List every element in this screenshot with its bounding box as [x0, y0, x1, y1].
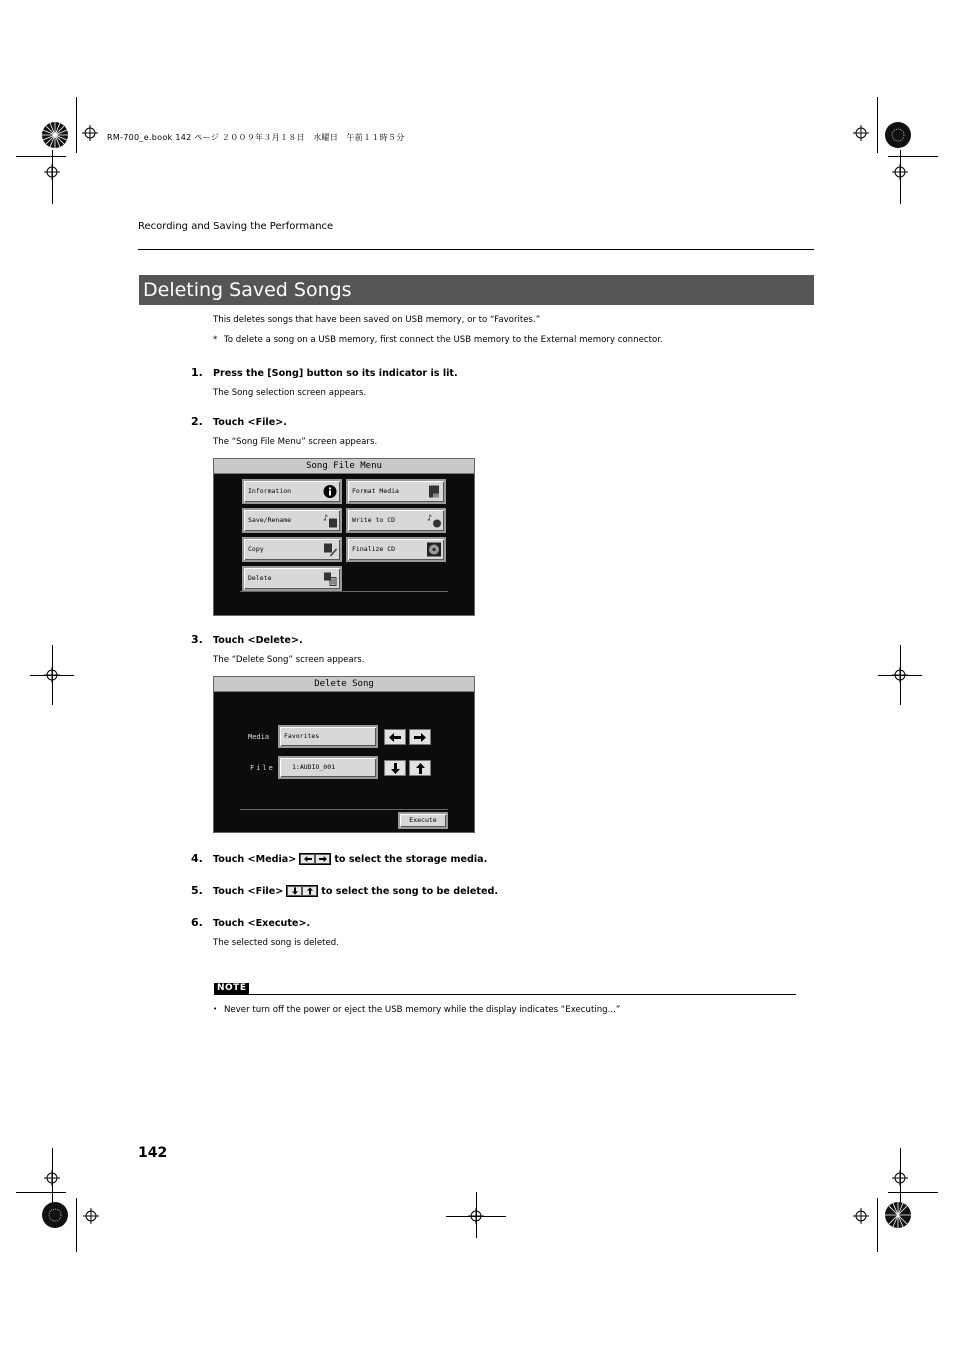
note-bullet: •	[213, 1005, 218, 1013]
step-desc: The “Song File Menu” screen appears.	[213, 437, 378, 447]
note-rule	[214, 994, 796, 995]
registration-target-icon	[41, 1201, 69, 1229]
running-header: Recording and Saving the Performance	[138, 221, 334, 232]
delete-song-screen	[213, 676, 475, 833]
page-number: 142	[138, 1145, 168, 1161]
header-rule	[138, 249, 814, 250]
svg-text:♪: ♪	[323, 513, 329, 523]
step-text: Press the [Song] button so its indicator is lit.	[213, 368, 458, 379]
trash-icon	[323, 571, 337, 586]
delete-button[interactable]	[242, 566, 342, 591]
button-label: Information	[248, 487, 292, 495]
file-label: File	[250, 764, 275, 772]
save-icon	[323, 513, 337, 528]
button-label: Copy	[248, 545, 264, 553]
button-label: Format Media	[352, 487, 399, 495]
screen-title: Song File Menu	[214, 459, 474, 474]
step-text	[213, 885, 498, 897]
button-label: Finalize CD	[352, 545, 396, 553]
arrow-left-icon	[389, 733, 401, 742]
step-number: 6.	[191, 916, 203, 929]
cd-icon	[427, 542, 441, 557]
step-text-before: Touch <Media>	[213, 853, 297, 865]
step-text: Touch <Execute>.	[213, 918, 311, 929]
media-next-button[interactable]	[409, 729, 431, 745]
step-number: 2.	[191, 415, 203, 428]
crosshair-icon	[892, 1170, 908, 1186]
file-arrow-buttons	[286, 885, 318, 897]
intro-note-mark: *	[213, 335, 218, 345]
save-rename-button[interactable]	[242, 508, 342, 533]
button-label: Write to CD	[352, 516, 396, 524]
button-label: Execute	[409, 816, 437, 824]
information-button[interactable]	[242, 479, 342, 504]
step-number: 5.	[191, 884, 203, 897]
info-icon	[323, 484, 337, 499]
intro-note: To delete a song on a USB memory, first connect the USB memory to the External memory connector.	[224, 335, 663, 345]
crosshair-icon	[44, 1170, 60, 1186]
print-header: RM-700_e.book 142 ページ ２００９年３月１８日 水曜日 午前１１時５分	[107, 133, 405, 142]
step-text-before: Touch <File>	[213, 885, 284, 897]
divider	[240, 809, 448, 810]
copy-button[interactable]	[242, 537, 342, 562]
step-number: 4.	[191, 852, 203, 865]
crosshair-icon	[853, 125, 869, 141]
step-desc: The Song selection screen appears.	[213, 388, 367, 398]
svg-text:♪: ♪	[427, 513, 433, 523]
file-field[interactable]	[278, 756, 378, 779]
crosshair-icon	[44, 164, 60, 180]
song-file-menu-screen	[213, 458, 475, 616]
registration-target-icon	[884, 1201, 912, 1229]
note-text: Never turn off the power or eject the USB memory while the display indicates “Executing...”	[224, 1005, 621, 1015]
crosshair-icon	[83, 1208, 99, 1224]
media-icon	[427, 484, 441, 499]
finalize-cd-button[interactable]	[346, 537, 446, 562]
arrow-up-icon	[302, 886, 317, 896]
write-to-cd-button[interactable]	[346, 508, 446, 533]
arrow-down-icon	[391, 763, 400, 774]
step-text-after: to select the storage media.	[334, 853, 488, 865]
step-text: Touch <Delete>.	[213, 635, 303, 646]
step-text	[213, 853, 487, 865]
crosshair-icon	[468, 1208, 484, 1224]
registration-target-icon	[884, 121, 912, 149]
crosshair-icon	[853, 1208, 869, 1224]
file-up-button[interactable]	[409, 760, 431, 776]
execute-button[interactable]	[398, 812, 448, 829]
button-label: Save/Rename	[248, 516, 292, 524]
button-label: Delete	[248, 574, 272, 582]
file-value: 1:AUDIO_001	[292, 763, 336, 771]
media-prev-button[interactable]	[384, 729, 406, 745]
crosshair-icon	[44, 667, 60, 683]
arrow-up-icon	[416, 763, 425, 774]
media-value: Favorites	[284, 732, 320, 740]
copy-icon	[323, 542, 337, 557]
crosshair-icon	[82, 125, 98, 141]
step-number: 1.	[191, 366, 203, 379]
section-title: Deleting Saved Songs	[139, 275, 814, 305]
step-text-after: to select the song to be deleted.	[321, 885, 499, 897]
step-number: 3.	[191, 633, 203, 646]
registration-target-icon	[41, 121, 69, 149]
media-arrow-buttons	[299, 853, 331, 865]
crosshair-icon	[892, 667, 908, 683]
media-field[interactable]	[278, 725, 378, 748]
step-desc: The selected song is deleted.	[213, 938, 339, 948]
arrow-right-icon	[315, 854, 330, 864]
media-label: Media	[248, 733, 270, 741]
file-down-button[interactable]	[384, 760, 406, 776]
step-desc: The “Delete Song” screen appears.	[213, 655, 365, 665]
cd-write-icon	[427, 513, 441, 528]
arrow-right-icon	[414, 733, 426, 742]
step-text: Touch <File>.	[213, 417, 287, 428]
intro-text: This deletes songs that have been saved on USB memory, or to “Favorites.”	[213, 315, 541, 325]
note-tag: NOTE	[214, 983, 249, 994]
arrow-left-icon	[300, 854, 315, 864]
screen-title: Delete Song	[214, 677, 474, 692]
format-media-button[interactable]	[346, 479, 446, 504]
divider	[240, 591, 448, 592]
arrow-down-icon	[287, 886, 302, 896]
crosshair-icon	[892, 164, 908, 180]
